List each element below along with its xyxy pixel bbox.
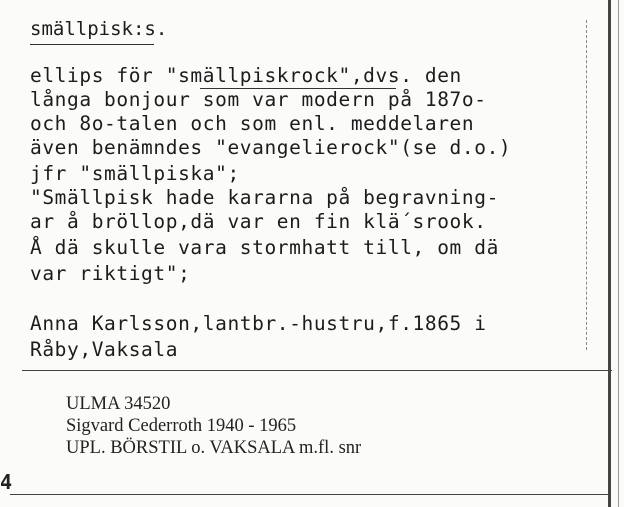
definition-line: ellips för "smällpiskrock",dvs. den — [30, 64, 462, 87]
quote-line: ar å bröllop,dä var en fin klä´srook. — [30, 210, 487, 233]
quote-line: var riktigt"; — [30, 262, 191, 285]
region-line: UPL. BÖRSTIL o. VAKSALA m.fl. snr — [66, 438, 362, 458]
definition-line: jfr "smällpiska"; — [30, 162, 240, 185]
definition-line: även benämndes "evangelierock"(se d.o.) — [30, 136, 512, 159]
informant-line: Anna Karlsson,lantbr.-hustru,f.1865 i — [30, 312, 487, 335]
bottom-edge-rule — [10, 494, 610, 495]
archive-number: ULMA 34520 — [66, 394, 171, 414]
section-divider — [22, 370, 612, 371]
definition-line: långa bonjour som var modern på 187o- — [30, 88, 487, 111]
definition-line: och 8o-talen och som enl. meddelaren — [30, 112, 475, 135]
corner-mark: 4 — [0, 470, 13, 494]
quote-line: "Smällpisk hade kararna på begravning- — [30, 186, 499, 209]
headword: smällpisk:s. — [30, 18, 168, 40]
card-right-edge — [608, 0, 611, 507]
collector-line: Sigvard Cederroth 1940 - 1965 — [66, 416, 297, 436]
quote-line: Å dä skulle vara stormhatt till, om dä — [30, 236, 499, 259]
headword-underline — [30, 44, 154, 45]
informant-line: Råby,Vaksala — [30, 338, 179, 361]
card-outer-edge — [618, 0, 619, 507]
card-fold-line — [586, 20, 587, 350]
